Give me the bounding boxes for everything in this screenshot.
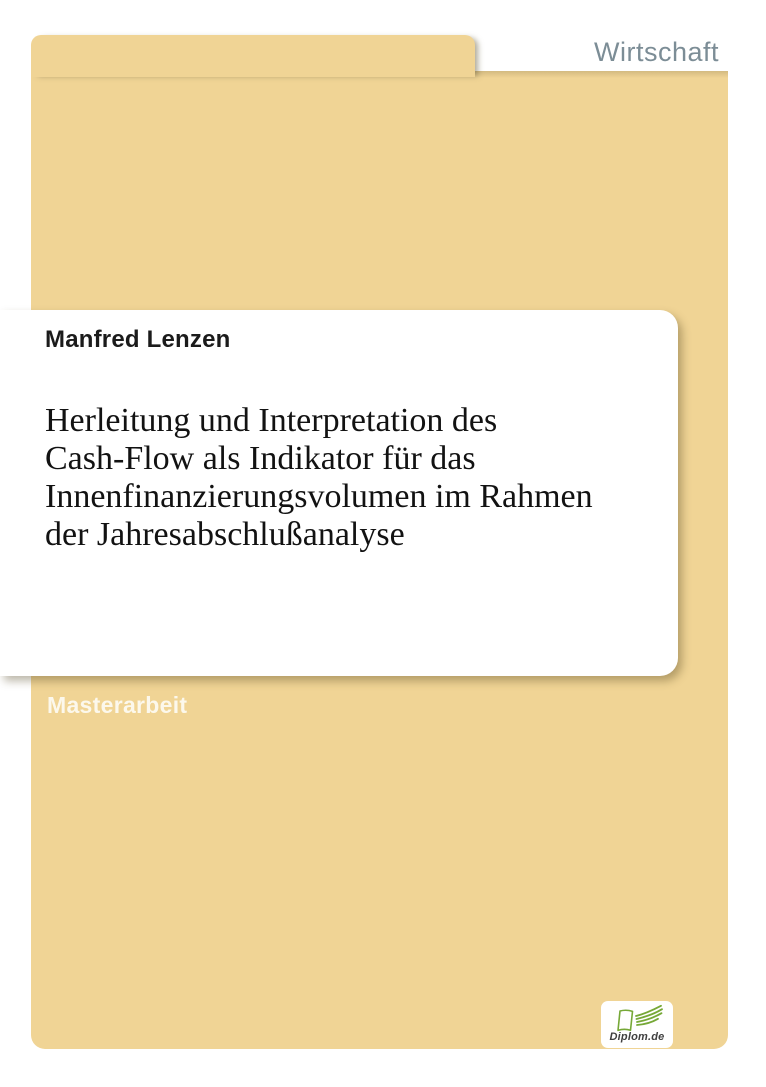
book-title (45, 402, 648, 554)
title-line-3: Innenfinanzierungsvolumen im Rahmen (45, 478, 593, 515)
title-line-1: Herleitung und Interpretation des (45, 402, 498, 439)
publisher-badge (601, 1001, 673, 1048)
title-line-2: Cash-Flow als Indikator für das (45, 440, 476, 477)
band-shadow (475, 71, 728, 78)
thesis-type-label: Masterarbeit (47, 692, 188, 718)
cover-tab-shape (31, 35, 475, 77)
publisher-name: Diplom.de (609, 1031, 665, 1043)
title-card (0, 310, 678, 676)
author-name: Manfred Lenzen (45, 326, 231, 353)
diplom-pages-swoosh-icon (611, 1004, 663, 1034)
title-line-4: der Jahresabschlußanalyse (45, 516, 405, 553)
category-label: Wirtschaft (593, 37, 719, 67)
